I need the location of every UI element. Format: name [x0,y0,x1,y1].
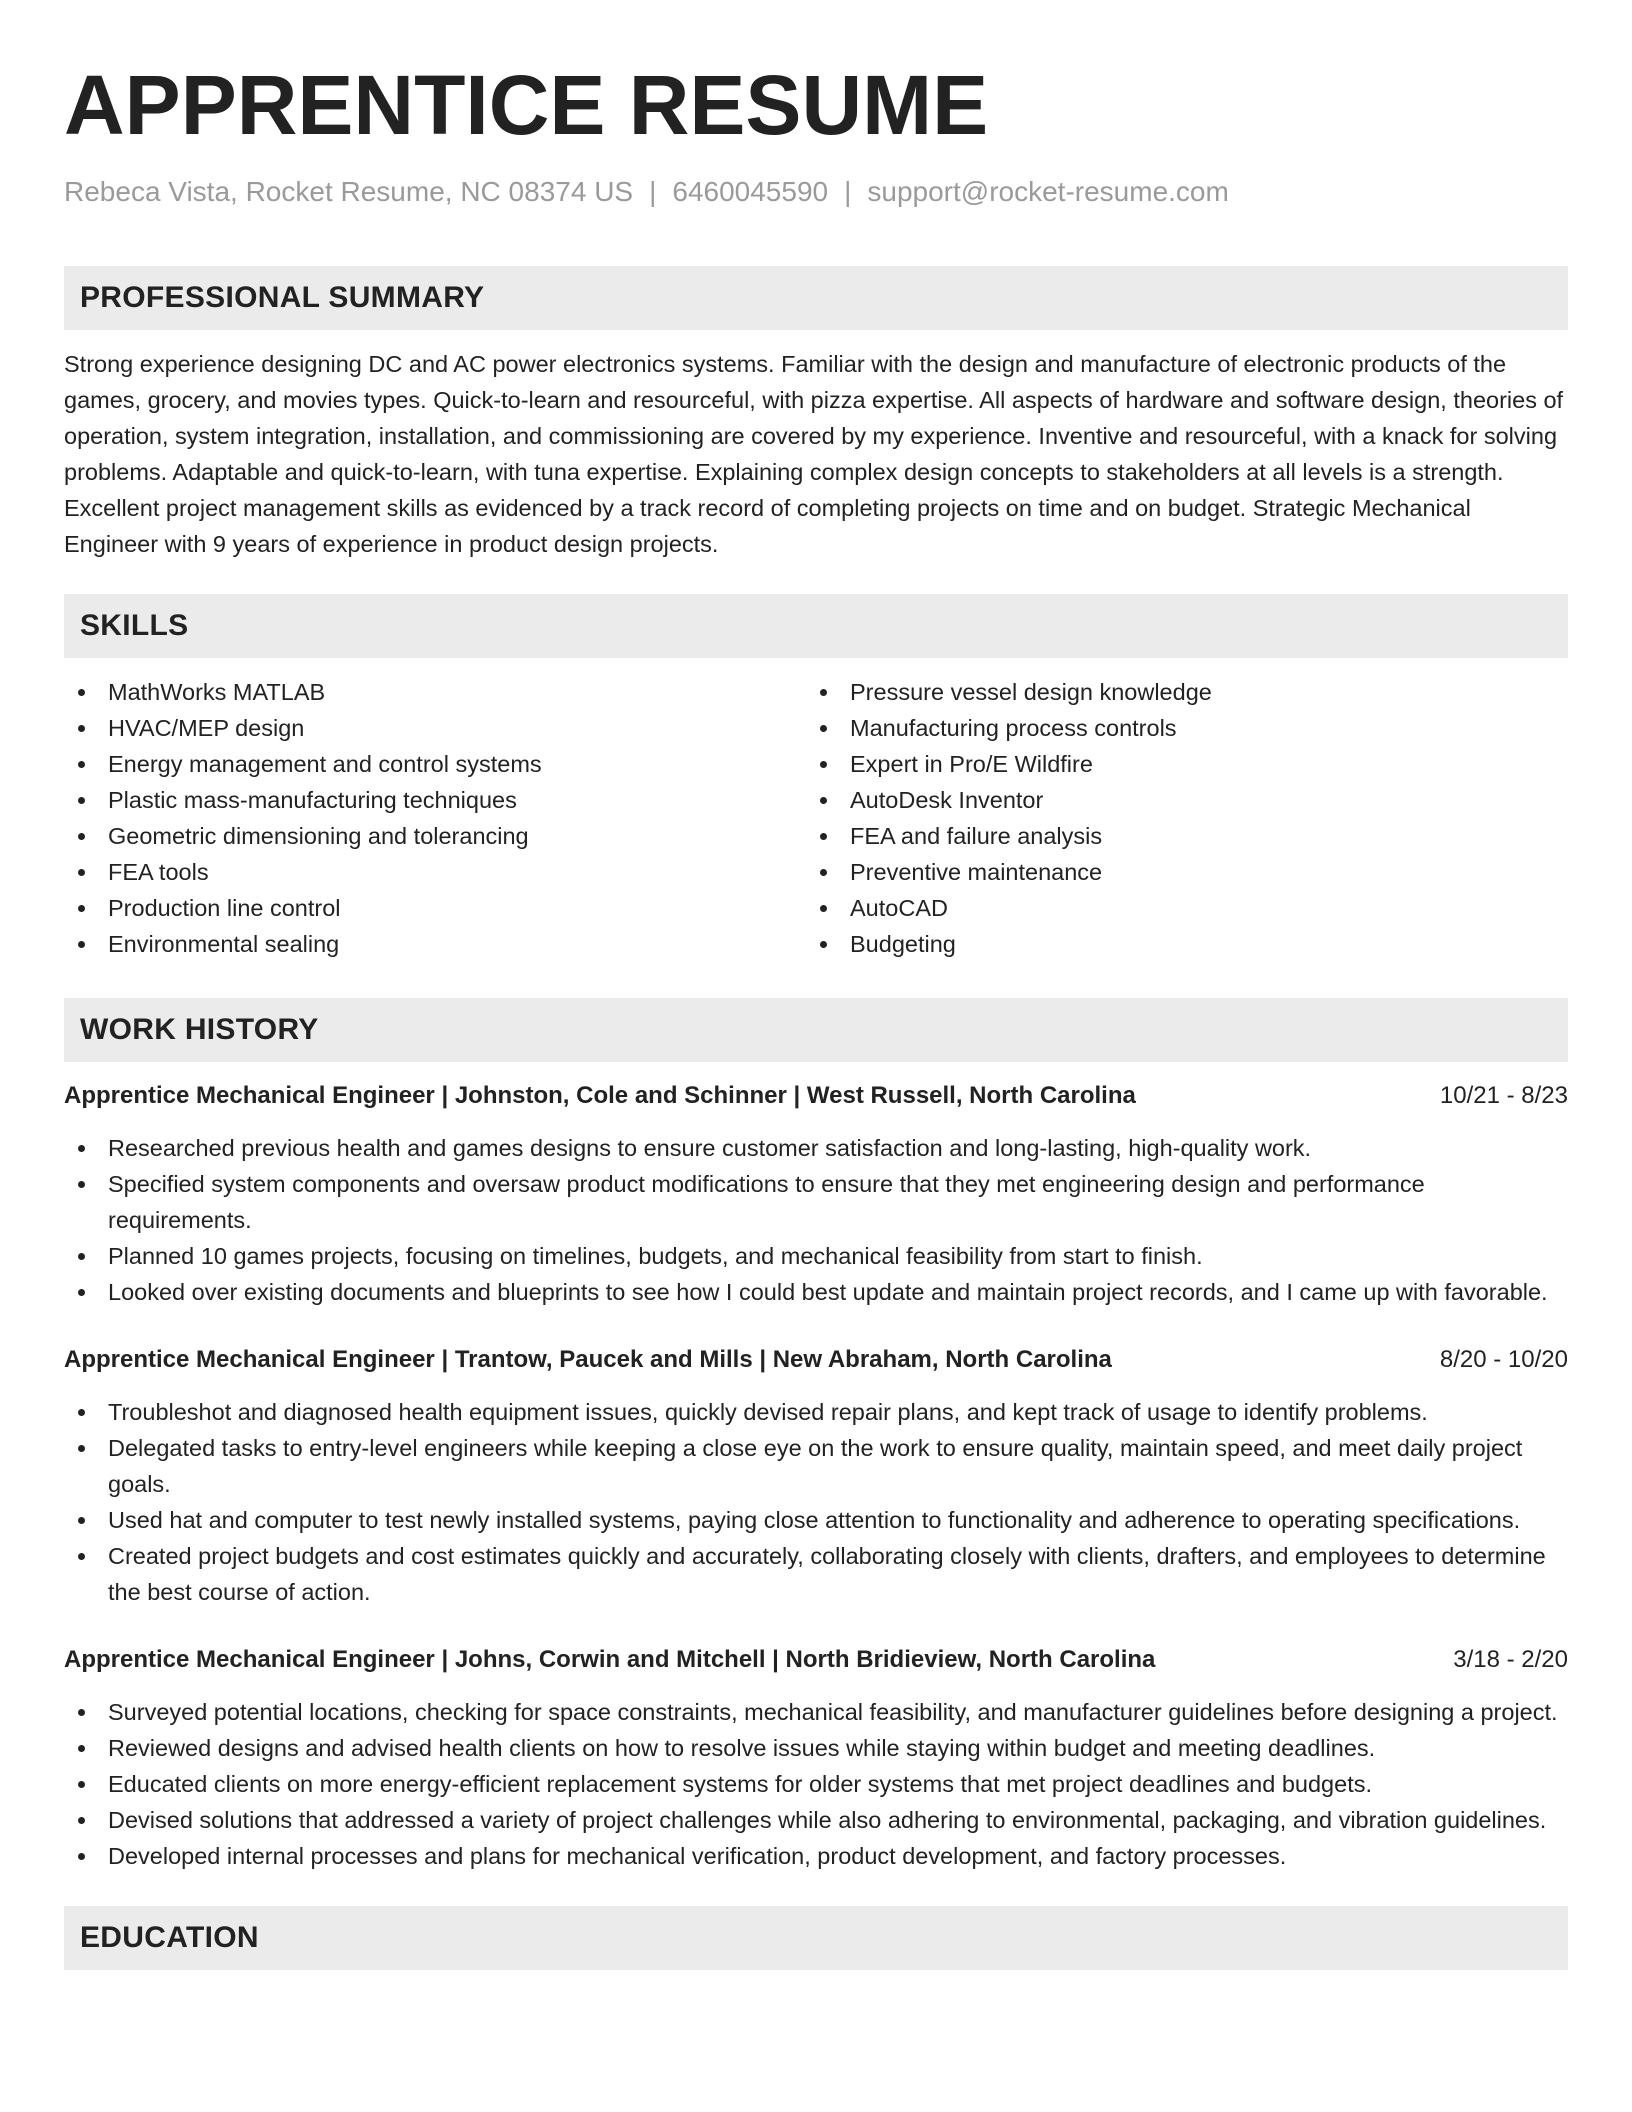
bullet-dot-icon [78,833,85,840]
job-dates: 10/21 - 8/23 [1439,1082,1568,1109]
bullet-text: Used hat and computer to test newly installed systems, paying close attention to functionality and adherence to operating specifications. [108,1507,1521,1533]
bullet-text: Geometric dimensioning and tolerancing [108,823,529,849]
job-entry [64,1078,1568,1310]
bullet-text: Preventive maintenance [850,859,1103,885]
skill-item [64,854,806,890]
job-bullet [64,1766,1568,1802]
bullet-dot-icon [820,761,827,768]
contact-address: Rebeca Vista, Rocket Resume, NC 08374 US [64,176,634,207]
bullet-text: Looked over existing documents and blueprints to see how I could best update and maintain project records, and I came up with favorable. [108,1279,1548,1305]
bullet-dot-icon [78,1517,85,1524]
bullet-dot-icon [820,797,827,804]
job-bullet [64,1274,1568,1310]
skill-item [806,818,1548,854]
skill-item [64,890,806,926]
bullet-dot-icon [78,797,85,804]
job-entry [64,1342,1568,1610]
bullet-text: Expert in Pro/E Wildfire [850,751,1093,777]
job-bullet [64,1502,1568,1538]
skill-item [64,818,806,854]
bullet-dot-icon [78,1145,85,1152]
section-header-work-history: WORK HISTORY [64,998,1568,1062]
contact-separator: | [649,176,657,207]
bullet-dot-icon [78,905,85,912]
bullet-dot-icon [78,941,85,948]
job-bullet [64,1802,1568,1838]
job-bullet [64,1730,1568,1766]
job-bullet [64,1838,1568,1874]
job-bullet [64,1394,1568,1430]
job-title: Apprentice Mechanical Engineer | Johnston, Cole and Schinner | West Russell, North Carolina [64,1082,1136,1109]
bullet-text: Reviewed designs and advised health clients on how to resolve issues while staying within budget and meeting deadlines. [108,1735,1376,1761]
bullet-dot-icon [78,1445,85,1452]
bullet-text: Researched previous health and games designs to ensure customer satisfaction and long-lasting, high-quality work. [108,1135,1312,1161]
skills-grid [64,674,1568,962]
contact-line [64,172,1568,212]
bullet-dot-icon [78,1289,85,1296]
job-dates: 8/20 - 10/20 [1439,1346,1568,1373]
bullet-dot-icon [78,1553,85,1560]
section-header-education: EDUCATION [64,1906,1568,1970]
bullet-dot-icon [78,725,85,732]
bullet-text: MathWorks MATLAB [108,679,326,705]
bullet-text: FEA tools [108,859,209,885]
job-bullet-list [64,1394,1568,1610]
job-bullet-list [64,1694,1568,1874]
bullet-text: Educated clients on more energy-efficient replacement systems for older systems that met project deadlines and budgets. [108,1771,1372,1797]
bullet-text: Created project budgets and cost estimates quickly and accurately, collaborating closely with clients, drafters, and employees to determine the best course of action. [108,1543,1546,1605]
resume-title: APPRENTICE RESUME [64,58,989,152]
bullet-dot-icon [78,1817,85,1824]
skill-item [806,782,1548,818]
skill-item [806,854,1548,890]
job-title: Apprentice Mechanical Engineer | Trantow, Paucek and Mills | New Abraham, North Carolina [64,1346,1112,1373]
contact-phone: 6460045590 [672,176,829,207]
job-bullet [64,1694,1568,1730]
section-header-skills: SKILLS [64,594,1568,658]
bullet-dot-icon [820,941,827,948]
bullet-dot-icon [820,689,827,696]
skill-item [806,710,1548,746]
job-dates: 3/18 - 2/20 [1453,1646,1568,1673]
job-title-row [64,1342,1568,1378]
bullet-text: Surveyed potential locations, checking for space constraints, mechanical feasibility, and manufacturer guidelines before designing a project. [108,1699,1558,1725]
skill-item [806,746,1548,782]
job-title-row [64,1078,1568,1114]
job-bullet-list [64,1130,1568,1310]
skill-item [64,782,806,818]
bullet-text: Troubleshot and diagnosed health equipment issues, quickly devised repair plans, and kept track of usage to identify problems. [108,1399,1428,1425]
bullet-text: AutoCAD [850,895,948,921]
bullet-text: FEA and failure analysis [850,823,1103,849]
bullet-text: Budgeting [850,931,956,957]
skills-column-right [806,674,1548,962]
skill-item [64,746,806,782]
skill-item [806,674,1548,710]
bullet-dot-icon [78,689,85,696]
bullet-dot-icon [78,1253,85,1260]
bullet-dot-icon [78,1409,85,1416]
skills-column-left [64,674,806,962]
bullet-text: Pressure vessel design knowledge [850,679,1212,705]
work-history-list [64,1078,1568,1874]
bullet-dot-icon [78,1181,85,1188]
bullet-text: Manufacturing process controls [850,715,1177,741]
bullet-text: AutoDesk Inventor [850,787,1044,813]
bullet-dot-icon [820,869,827,876]
job-entry [64,1642,1568,1874]
bullet-dot-icon [78,1709,85,1716]
bullet-dot-icon [820,905,827,912]
bullet-dot-icon [820,725,827,732]
job-bullet [64,1166,1568,1238]
bullet-text: Devised solutions that addressed a variety of project challenges while also adhering to environmental, packaging, and vibration guidelines. [108,1807,1547,1833]
skill-item [806,890,1548,926]
bullet-dot-icon [820,833,827,840]
contact-separator: | [844,176,852,207]
skill-item [64,674,806,710]
bullet-dot-icon [78,761,85,768]
bullet-text: Specified system components and oversaw product modifications to ensure that they met engineering design and performance requirements. [108,1171,1425,1233]
bullet-text: Plastic mass-manufacturing techniques [108,787,517,813]
contact-email: support@rocket-resume.com [867,176,1229,207]
bullet-text: Planned 10 games projects, focusing on timelines, budgets, and mechanical feasibility from start to finish. [108,1243,1203,1269]
bullet-text: Delegated tasks to entry-level engineers while keeping a close eye on the work to ensure quality, maintain speed, and meet daily project goals. [108,1435,1523,1497]
job-bullet [64,1130,1568,1166]
bullet-text: Environmental sealing [108,931,340,957]
job-bullet [64,1238,1568,1274]
skill-item [64,710,806,746]
bullet-dot-icon [78,869,85,876]
bullet-dot-icon [78,1781,85,1788]
bullet-text: Production line control [108,895,341,921]
job-title-row [64,1642,1568,1678]
skill-item [64,926,806,962]
section-header-summary: PROFESSIONAL SUMMARY [64,266,1568,330]
bullet-text: Energy management and control systems [108,751,542,777]
job-title: Apprentice Mechanical Engineer | Johns, Corwin and Mitchell | North Bridieview, North Carolina [64,1646,1156,1673]
bullet-dot-icon [78,1745,85,1752]
job-bullet [64,1538,1568,1610]
skill-item [806,926,1548,962]
bullet-dot-icon [78,1853,85,1860]
job-bullet [64,1430,1568,1502]
bullet-text: HVAC/MEP design [108,715,305,741]
bullet-text: Developed internal processes and plans for mechanical verification, product development, and factory processes. [108,1843,1287,1869]
summary-text: Strong experience designing DC and AC power electronics systems. Familiar with the design and manufacture of electronic products of the games, grocery, and movies types. Quick-to-learn and resourceful, with pizza expertise. All aspects of hardware and software design, theories of operation, system integration, installation, and commissioning are covered by my experience. Inventive and resourceful, with a knack for solving problems. Adaptable and quick-to-learn, with tuna expertise. Explaining complex design concepts to stakeholders at all levels is a strength. Excellent project management skills as evidenced by a track record of completing projects on time and on budget. Strategic Mechanical Engineer with 9 years of experience in product design projects. [64,351,1564,557]
